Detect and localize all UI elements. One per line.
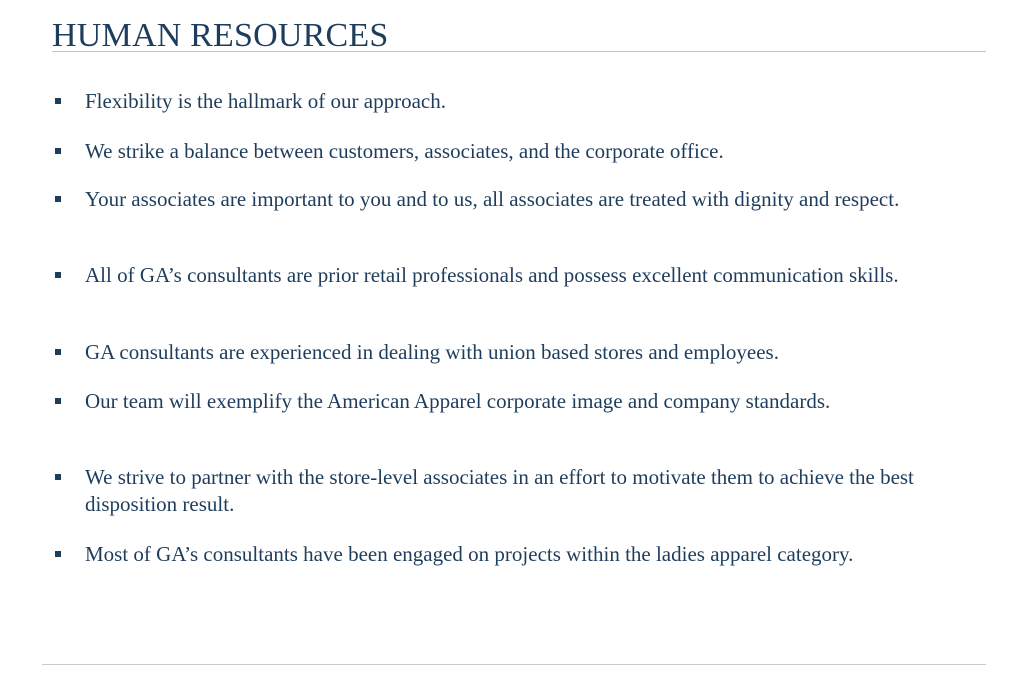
bullet-text: GA consultants are experienced in dealing with union based stores and employees.: [85, 340, 779, 364]
bullet-text: Our team will exemplify the American Apparel corporate image and company standards.: [85, 389, 831, 413]
square-bullet-icon: [55, 474, 61, 480]
square-bullet-icon: [55, 272, 61, 278]
square-bullet-icon: [55, 349, 61, 355]
title-divider: [52, 51, 986, 52]
slide-title: HUMAN RESOURCES: [52, 17, 389, 54]
bullet-text: Your associates are important to you and to us, all associates are treated with dignity and respect.: [85, 187, 900, 211]
square-bullet-icon: [55, 398, 61, 404]
footer-divider: [42, 664, 986, 665]
bullet-text: We strike a balance between customers, associates, and the corporate office.: [85, 139, 724, 163]
square-bullet-icon: [55, 196, 61, 202]
square-bullet-icon: [55, 148, 61, 154]
square-bullet-icon: [55, 551, 61, 557]
bullet-text: All of GA’s consultants are prior retail professionals and possess excellent communication skills.: [85, 263, 899, 287]
bullet-text: We strive to partner with the store-level associates in an effort to motivate them to achieve the best disposition result.: [85, 465, 914, 516]
square-bullet-icon: [55, 98, 61, 104]
bullet-text: Flexibility is the hallmark of our approach.: [85, 89, 446, 113]
bullet-text: Most of GA’s consultants have been engaged on projects within the ladies apparel category.: [85, 542, 854, 566]
